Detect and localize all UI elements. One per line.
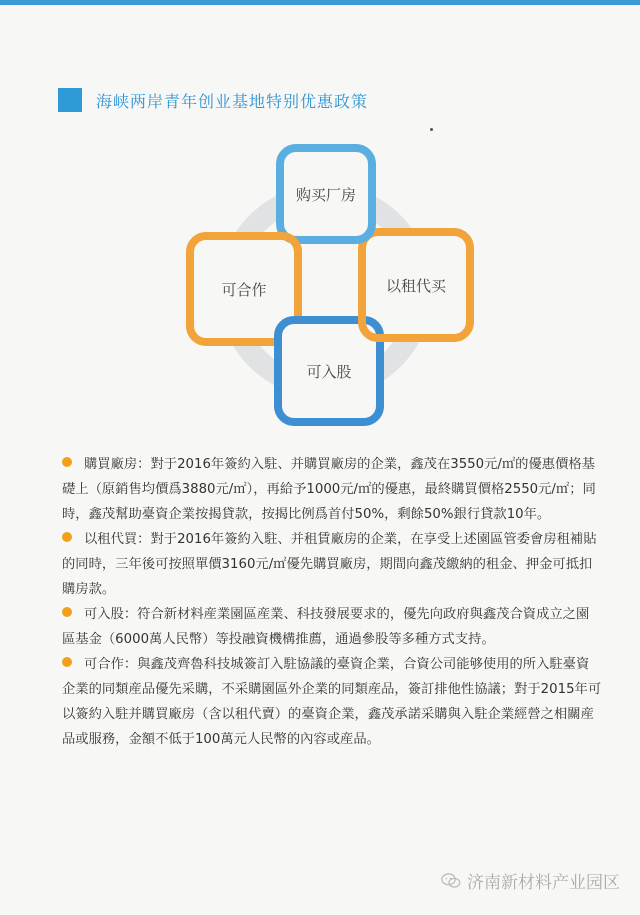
list-item xyxy=(62,527,602,602)
box-rent-to-buy-label: 以租代买 xyxy=(385,276,446,295)
list-item-text: 可入股：符合新材料産業園區産業、科技發展要求的，優先向政府與鑫茂合資成立之園區基金（6000萬人民幣）等投融資機構推薦，通過參股等多種方式支持。 xyxy=(62,607,590,647)
watermark xyxy=(441,868,620,893)
list-item-text: 以租代買：對于2016年簽約入駐、并租賃廠房的企業，在享受上述園區管委會房租補貼的同時，三年後可按照單價3160元/㎡優先購買廠房，期間向鑫茂繳納的租金、押金可抵扣購房款。 xyxy=(62,532,597,597)
wechat-icon xyxy=(441,872,461,890)
section-heading xyxy=(58,88,368,112)
bullet-icon xyxy=(62,607,72,617)
box-equity-label: 可入股 xyxy=(306,362,352,381)
box-equity xyxy=(274,316,384,426)
heading-square-icon xyxy=(58,88,82,112)
speck xyxy=(430,128,433,131)
top-rule xyxy=(0,0,640,5)
box-buy-plant-label: 购买厂房 xyxy=(295,185,356,204)
bullet-icon xyxy=(62,532,72,542)
bullet-icon xyxy=(62,457,72,467)
watermark-text: 济南新材料产业园区 xyxy=(467,873,620,893)
list-item-text: 購買廠房：對于2016年簽約入駐、并購買廠房的企業，鑫茂在3550元/㎡的優惠價格基礎上（原銷售均價爲3880元/㎡），再給予1000元/㎡的優惠，最終購買價格2550元/㎡；同時，鑫茂幫助臺資企業按揭貸款，按揭比例爲首付50%，剩餘50%銀行貸款10年。 xyxy=(62,457,596,522)
list-item xyxy=(62,602,602,652)
box-cooperate-label: 可合作 xyxy=(221,280,267,299)
box-buy-plant xyxy=(276,144,376,244)
list-item xyxy=(62,652,602,752)
list-item-text: 可合作：與鑫茂齊魯科技城簽訂入駐協議的臺資企業，合資公司能够使用的所入駐臺資企業的同類産品優先采購，不采購園區外企業的同類産品，簽訂排他性協議；對于2015年可以簽約入駐并購買廠房（含以租代賣）的臺資企業，鑫茂承諾采購與入駐企業經營之相關産品或服務，金額不低于100萬元人民幣的內容或産品。 xyxy=(62,657,602,747)
bullet-icon xyxy=(62,657,72,667)
list-item xyxy=(62,452,602,527)
policy-list xyxy=(62,452,602,752)
heading-title: 海峡两岸青年创业基地特别优惠政策 xyxy=(96,91,369,111)
